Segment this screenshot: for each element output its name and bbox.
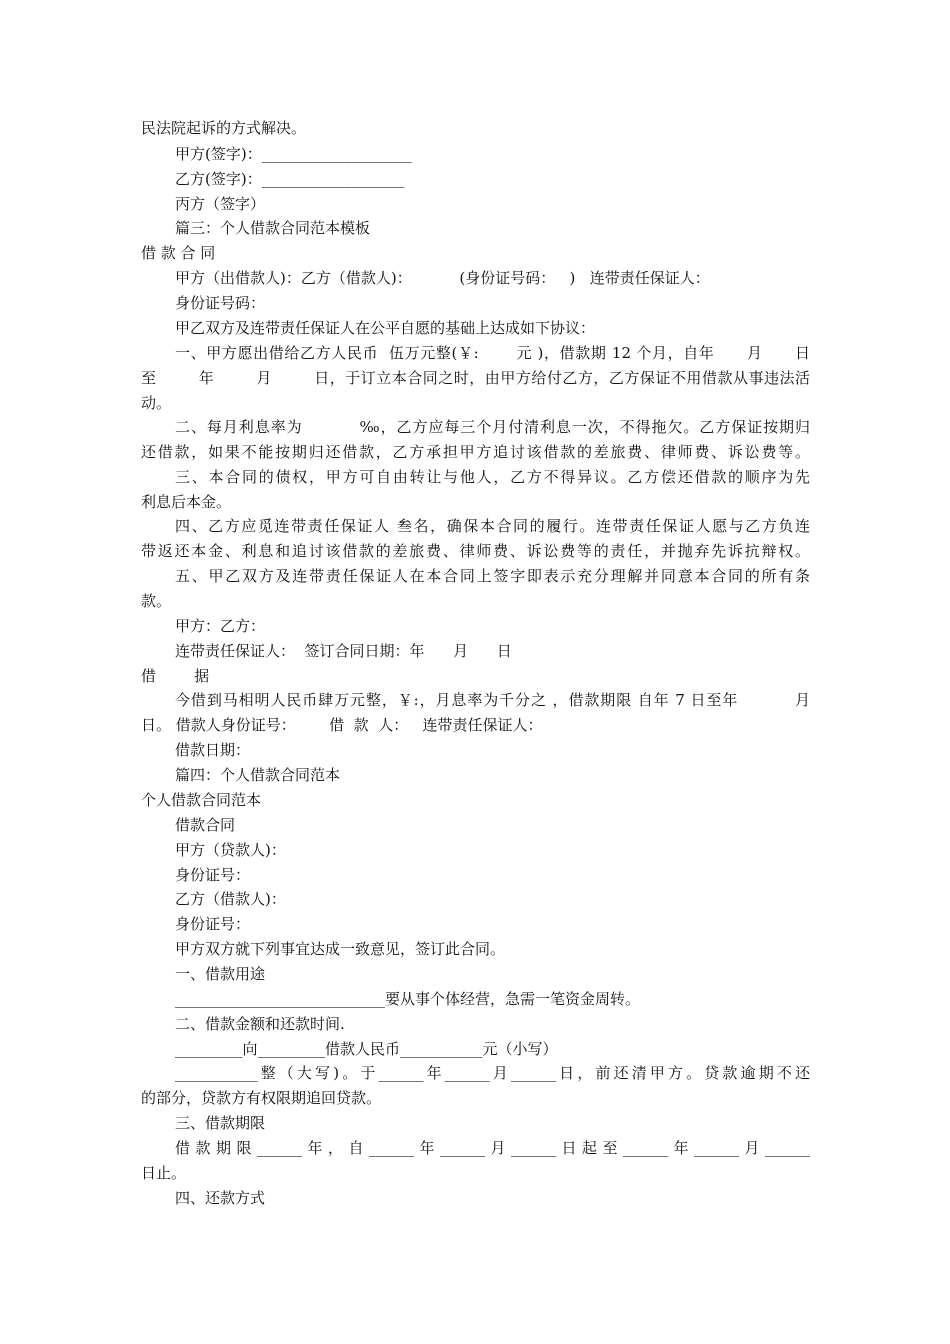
signature-line-party-b: 乙方(签字)：___________________ bbox=[175, 170, 405, 188]
clause-heading: 一、借款用途 bbox=[175, 965, 266, 983]
text-line: 甲方（贷款人)： bbox=[175, 841, 286, 859]
clause-heading: 三、借款期限 bbox=[175, 1114, 266, 1132]
text-line: 甲乙双方及连带责任保证人在公平自愿的基础上达成如下协议： bbox=[175, 319, 596, 337]
signature-parties: 甲方：乙方： bbox=[175, 617, 266, 635]
blank-fill-line: _________向_________借款人民币___________元（小写） bbox=[175, 1040, 558, 1058]
clause-2: 二、每月利息率为 ‰，乙方应每三个月付清利息一次，不得拖欠。乙方保证按期归 bbox=[175, 418, 810, 436]
section-heading: 篇三：个人借款合同范本模板 bbox=[175, 219, 371, 237]
receipt-text: 今借到马相明人民币肆万元整，￥:，月息率为千分之 ，借款期限 自年 7 日至年 月 bbox=[175, 691, 810, 709]
text-line: 身份证号： bbox=[175, 866, 251, 884]
receipt-title: 借 据 bbox=[141, 667, 210, 685]
section-heading: 篇四：个人借款合同范本 bbox=[175, 766, 341, 784]
loan-date: 借款日期： bbox=[175, 741, 251, 759]
blank-fill-line: ___________整（大写)。于______年______月______日，前还清甲方。贷款逾期不还 bbox=[175, 1064, 810, 1082]
contract-title: 借 款 合 同 bbox=[141, 244, 216, 262]
clause-1: 一、甲方愿出借给乙方人民币 伍万元整(￥: 元 )，借款期 12 个月，自年 月 日 bbox=[175, 344, 810, 362]
receipt-text-cont: 日。 借款人身份证号： 借 款 人： 连带责任保证人： bbox=[141, 716, 543, 734]
clause-3: 三、本合同的债权，甲方可自由转让与他人，乙方不得异议。乙方偿还借款的顺序为先 bbox=[175, 468, 810, 486]
signature-guarantor-date: 连带责任保证人： 签订合同日期：年 月 日 bbox=[175, 642, 512, 660]
text-line: 甲方双方就下列事宜达成一致意见，签订此合同。 bbox=[175, 940, 506, 958]
clause-heading: 四、还款方式 bbox=[175, 1189, 266, 1207]
clause-heading: 二、借款金额和还款时间. bbox=[175, 1015, 345, 1033]
section-subtitle: 个人借款合同范本 bbox=[141, 791, 262, 809]
clause-2-cont: 还借款，如果不能按期归还借款，乙方承担甲方追讨该借款的差旅费、律师费、诉讼费等。 bbox=[141, 443, 810, 461]
clause-4: 四、乙方应觅连带责任保证人 叁名，确保本合同的履行。连带责任保证人愿与乙方负连 bbox=[175, 517, 810, 535]
contract-title: 借款合同 bbox=[175, 816, 236, 834]
blank-fill-line: 借款期限______年，自______年______月______日起至______年______月______ bbox=[175, 1139, 810, 1157]
text-line: 身份证号： bbox=[175, 915, 251, 933]
text-line: 身份证号码： bbox=[175, 294, 266, 312]
signature-line-party-c: 丙方（签字） bbox=[175, 195, 266, 213]
blank-fill-line: ____________________________要从事个体经营，急需一笔资金周转。 bbox=[175, 990, 641, 1008]
text-line: 甲方（出借款人)：乙方（借款人)： (身份证号码： ) 连带责任保证人： bbox=[175, 269, 710, 287]
clause-3-end: 利息后本金。 bbox=[141, 493, 232, 511]
text-line: 日止。 bbox=[141, 1164, 187, 1182]
clause-1-end: 动。 bbox=[141, 394, 172, 412]
signature-line-party-a: 甲方(签字)：____________________ bbox=[175, 145, 412, 163]
text-line: 的部分，贷款方有权限期追回贷款。 bbox=[141, 1089, 382, 1107]
clause-1-cont: 至 年 月 日，于订立本合同之时，由甲方给付乙方，乙方保证不用借款从事违法活 bbox=[141, 369, 810, 387]
clause-5-end: 款。 bbox=[141, 592, 172, 610]
clause-4-cont: 带返还本金、利息和追讨该借款的差旅费、律师费、诉讼费等的责任，并抛弃先诉抗辩权。 bbox=[141, 542, 810, 560]
clause-5: 五、甲乙双方及连带责任保证人在本合同上签字即表示充分理解并同意本合同的所有条 bbox=[175, 567, 810, 585]
text-line: 乙方（借款人)： bbox=[175, 890, 286, 908]
text-line: 民法院起诉的方式解决。 bbox=[141, 119, 307, 137]
